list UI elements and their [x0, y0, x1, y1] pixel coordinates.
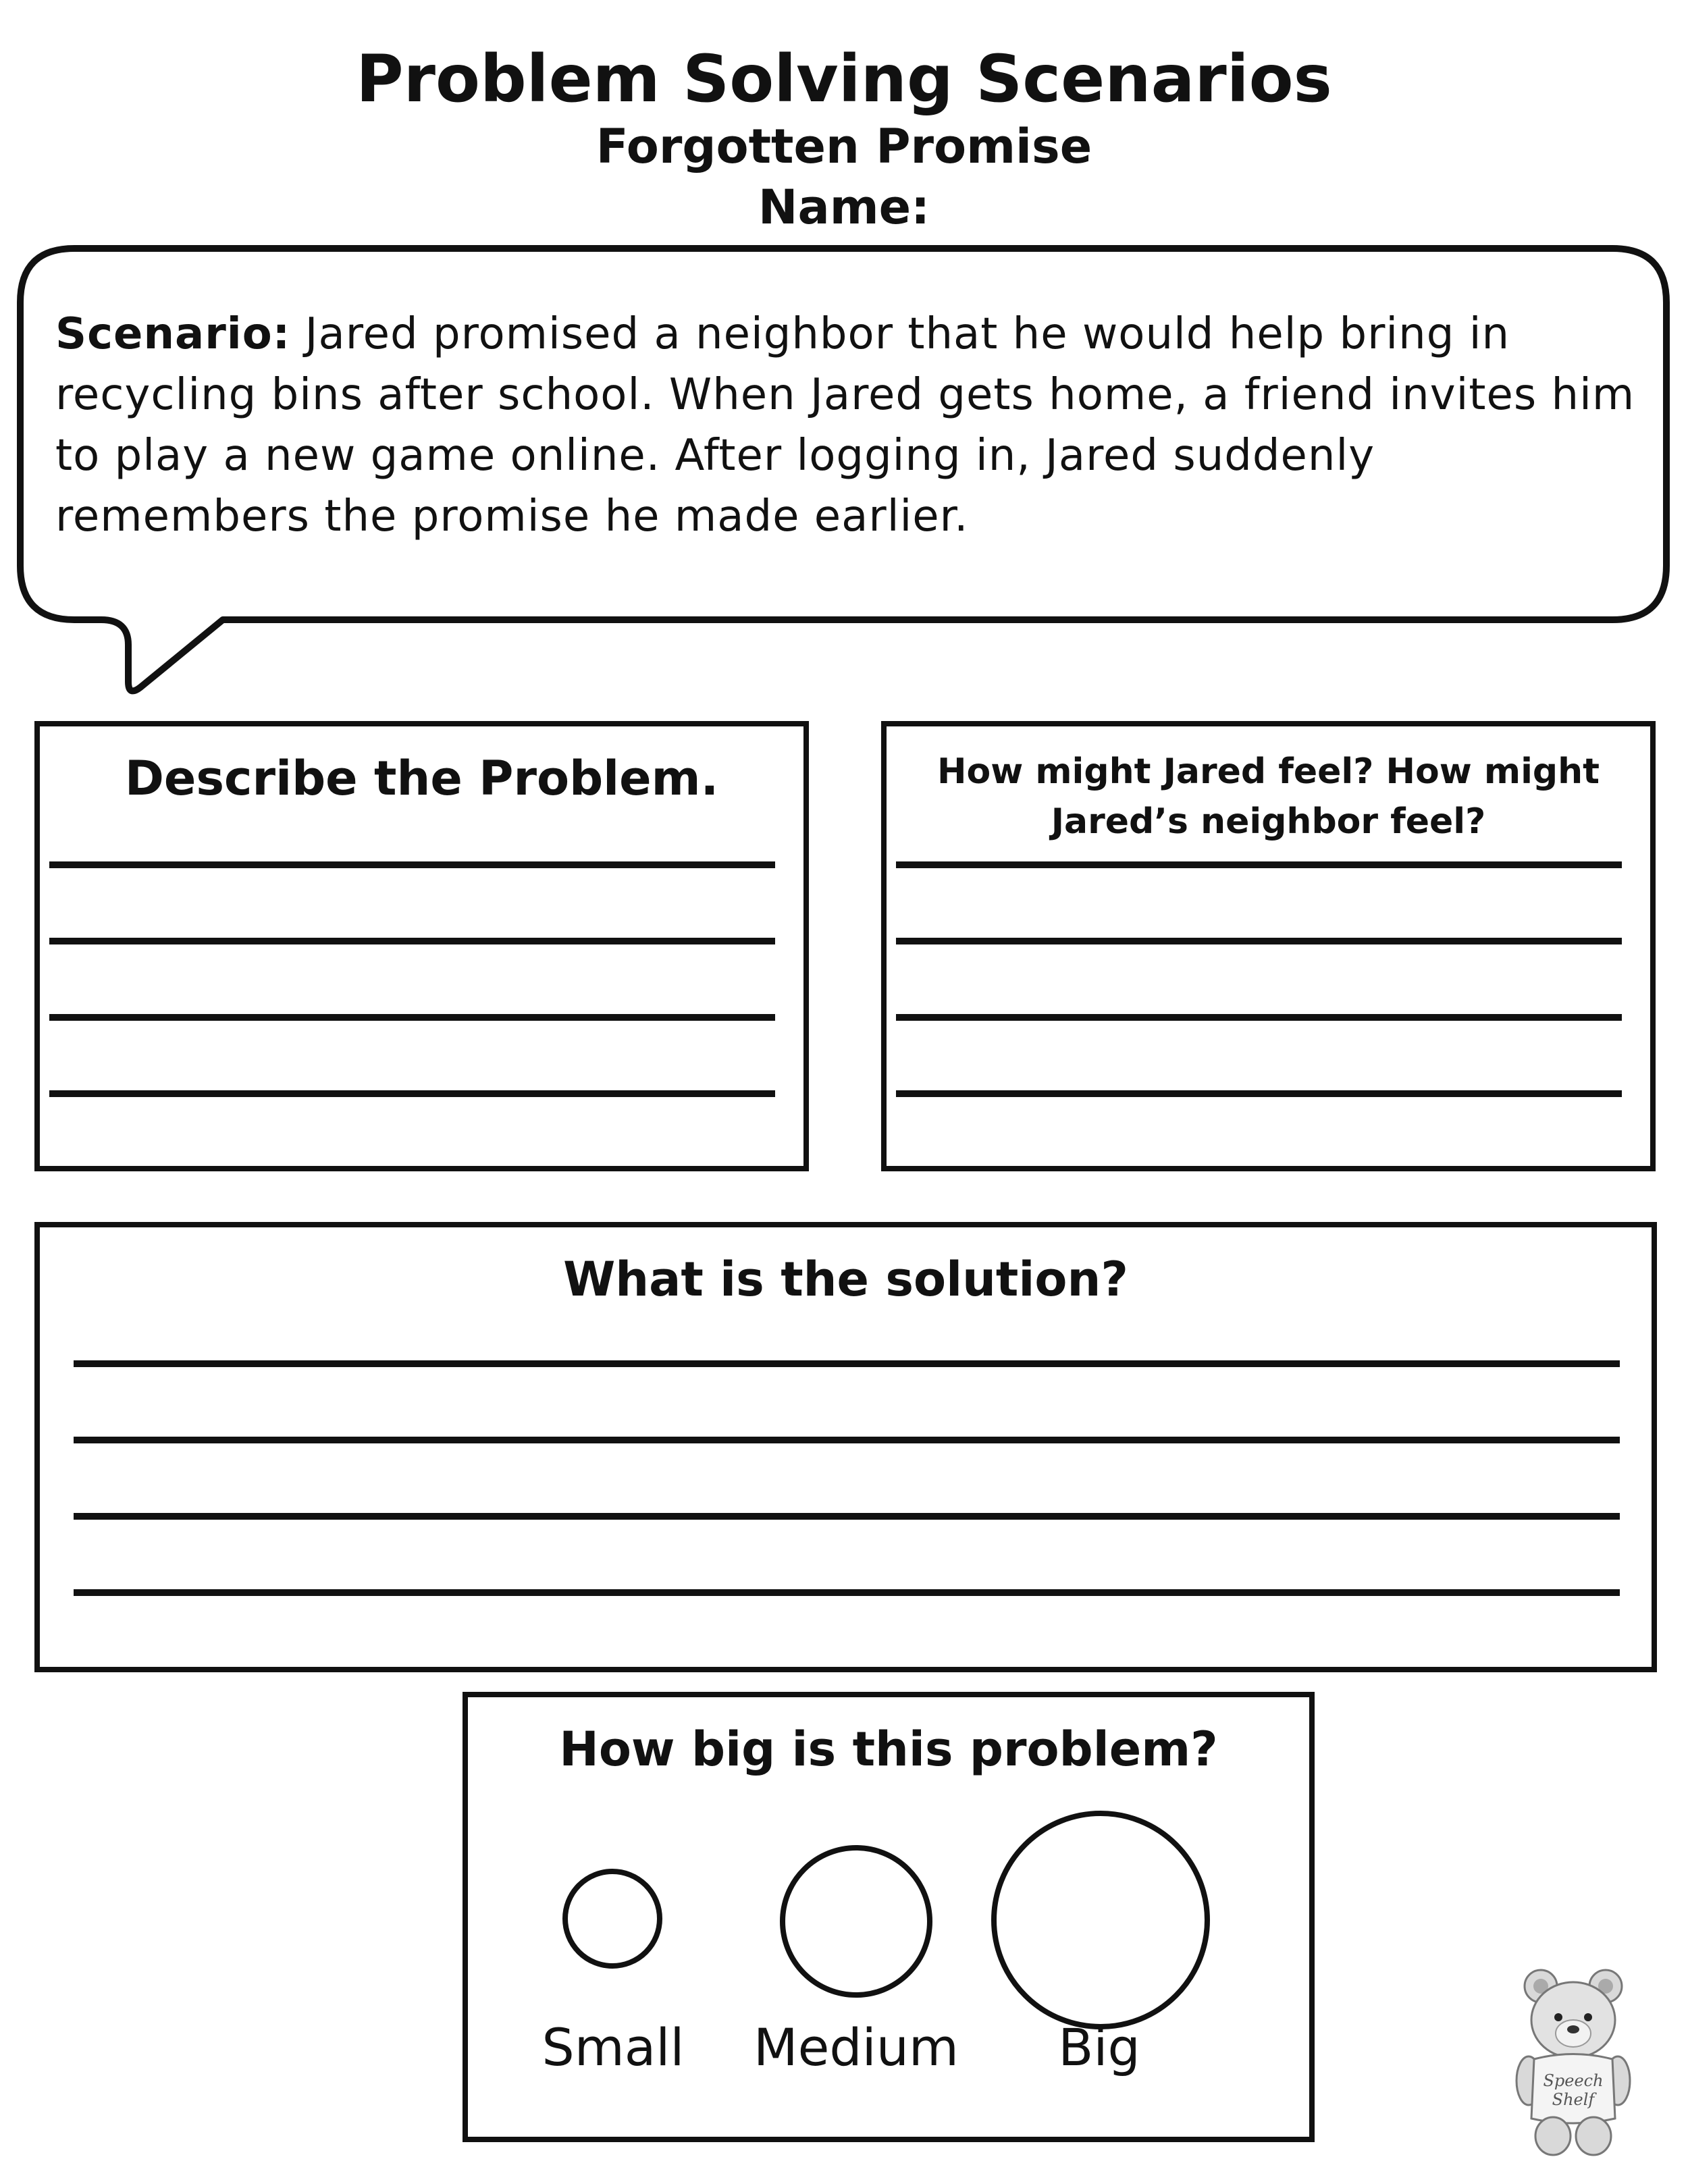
problem-size-box: [463, 1692, 1315, 2142]
medium-circle-option[interactable]: [780, 1845, 932, 1998]
answer-line[interactable]: [896, 1014, 1622, 1021]
answer-line[interactable]: [74, 1360, 1620, 1367]
scenario-body: Jared promised a neighbor that he would help bring in recycling bins after school. When Jared gets home, a friend invites him to play a new game online. After logging in, Jared suddenly remembers the promise he made earlier.: [55, 309, 1635, 541]
small-circle-option[interactable]: [562, 1869, 662, 1969]
page-title: Problem Solving Scenarios: [356, 41, 1332, 117]
answer-line[interactable]: [896, 861, 1622, 868]
describe-problem-title: Describe the Problem.: [124, 751, 719, 806]
answer-line[interactable]: [74, 1513, 1620, 1520]
answer-line[interactable]: [49, 861, 775, 868]
solution-title: What is the solution?: [563, 1252, 1128, 1307]
answer-line[interactable]: [896, 1090, 1622, 1097]
medium-label: Medium: [754, 2017, 959, 2077]
small-label: Small: [542, 2017, 685, 2077]
solution-box: [34, 1222, 1657, 1672]
problem-size-title: How big is this problem?: [559, 1722, 1218, 1777]
big-circle-option[interactable]: [991, 1811, 1210, 2029]
page-subtitle: Forgotten Promise: [596, 119, 1092, 174]
feelings-box: [881, 721, 1656, 1171]
answer-line[interactable]: [74, 1437, 1620, 1443]
name-label: Name:: [758, 180, 930, 235]
logo-text-shelf: Shelf: [1552, 2090, 1595, 2109]
big-label: Big: [1058, 2017, 1140, 2077]
scenario-text: [55, 304, 1635, 547]
logo-text-speech: Speech: [1543, 2071, 1604, 2090]
describe-problem-box: [34, 721, 809, 1171]
scenario-label: Scenario:: [55, 309, 291, 359]
answer-line[interactable]: [74, 1589, 1620, 1596]
answer-line[interactable]: [896, 938, 1622, 944]
answer-line[interactable]: [49, 1014, 775, 1021]
teddy-bear-logo-icon: [1506, 1958, 1641, 2160]
answer-line[interactable]: [49, 1090, 775, 1097]
answer-line[interactable]: [49, 938, 775, 944]
feelings-title: How might Jared feel? How might Jared’s neighbor feel?: [937, 751, 1600, 842]
